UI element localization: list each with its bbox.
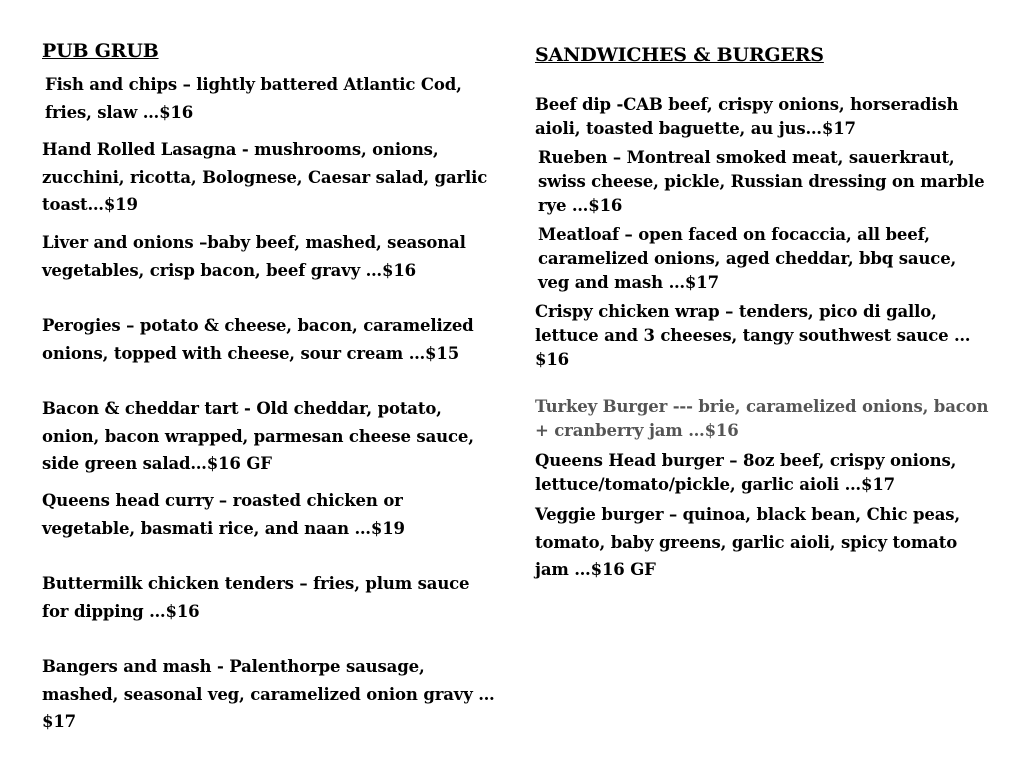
pub-grub-heading: PUB GRUB: [42, 40, 159, 62]
menu-item-beef-dip: Beef dip -CAB beef, crispy onions, horseradish aioli, toasted baguette, au jus…$17: [535, 95, 959, 138]
menu-item-perogies: Perogies – potato & cheese, bacon, caramelized onions, topped with cheese, sour cream …$15: [42, 316, 474, 363]
menu-item-turkey-burger: Turkey Burger --- brie, caramelized onions, bacon + cranberry jam …$16: [535, 397, 989, 440]
menu-item-queens-head-burger: Queens Head burger – 8oz beef, crispy onions, lettuce/tomato/pickle, garlic aioli …$17: [535, 451, 957, 494]
menu-item-liver-and-onions: Liver and onions –baby beef, mashed, seasonal vegetables, crisp bacon, beef gravy …$16: [42, 233, 466, 280]
menu-item-buttermilk-chicken-tenders: Buttermilk chicken tenders – fries, plum sauce for dipping …$16: [42, 574, 470, 621]
menu-item-bacon-cheddar-tart: Bacon & cheddar tart - Old cheddar, potato, onion, bacon wrapped, parmesan cheese sauce, side green salad…$16 GF: [42, 399, 474, 473]
menu-item-queens-head-curry: Queens head curry – roasted chicken or vegetable, basmati rice, and naan …$19: [42, 491, 405, 538]
menu-item-crispy-chicken-wrap: Crispy chicken wrap – tenders, pico di gallo, lettuce and 3 cheeses, tangy southwest sauce … $16: [535, 302, 971, 369]
menu-item-hand-rolled-lasagna: Hand Rolled Lasagna - mushrooms, onions, zucchini, ricotta, Bolognese, Caesar salad, garlic toast…$19: [42, 140, 488, 214]
menu-item-veggie-burger: Veggie burger – quinoa, black bean, Chic peas, tomato, baby greens, garlic aioli, spicy tomato jam …$16 GF: [535, 505, 961, 579]
sandwiches-burgers-heading: SANDWICHES & BURGERS: [535, 44, 824, 66]
menu-item-bangers-and-mash: Bangers and mash - Palenthorpe sausage, mashed, seasonal veg, caramelized onion gravy … $17: [42, 657, 495, 731]
menu-item-meatloaf: Meatloaf – open faced on focaccia, all beef, caramelized onions, aged cheddar, bbq sauce, veg and mash …$17: [538, 225, 957, 292]
menu-item-rueben: Rueben – Montreal smoked meat, sauerkraut, swiss cheese, pickle, Russian dressing on marble rye …$16: [538, 148, 985, 215]
menu-item-fish-and-chips: Fish and chips – lightly battered Atlantic Cod, fries, slaw …$16: [45, 75, 462, 122]
